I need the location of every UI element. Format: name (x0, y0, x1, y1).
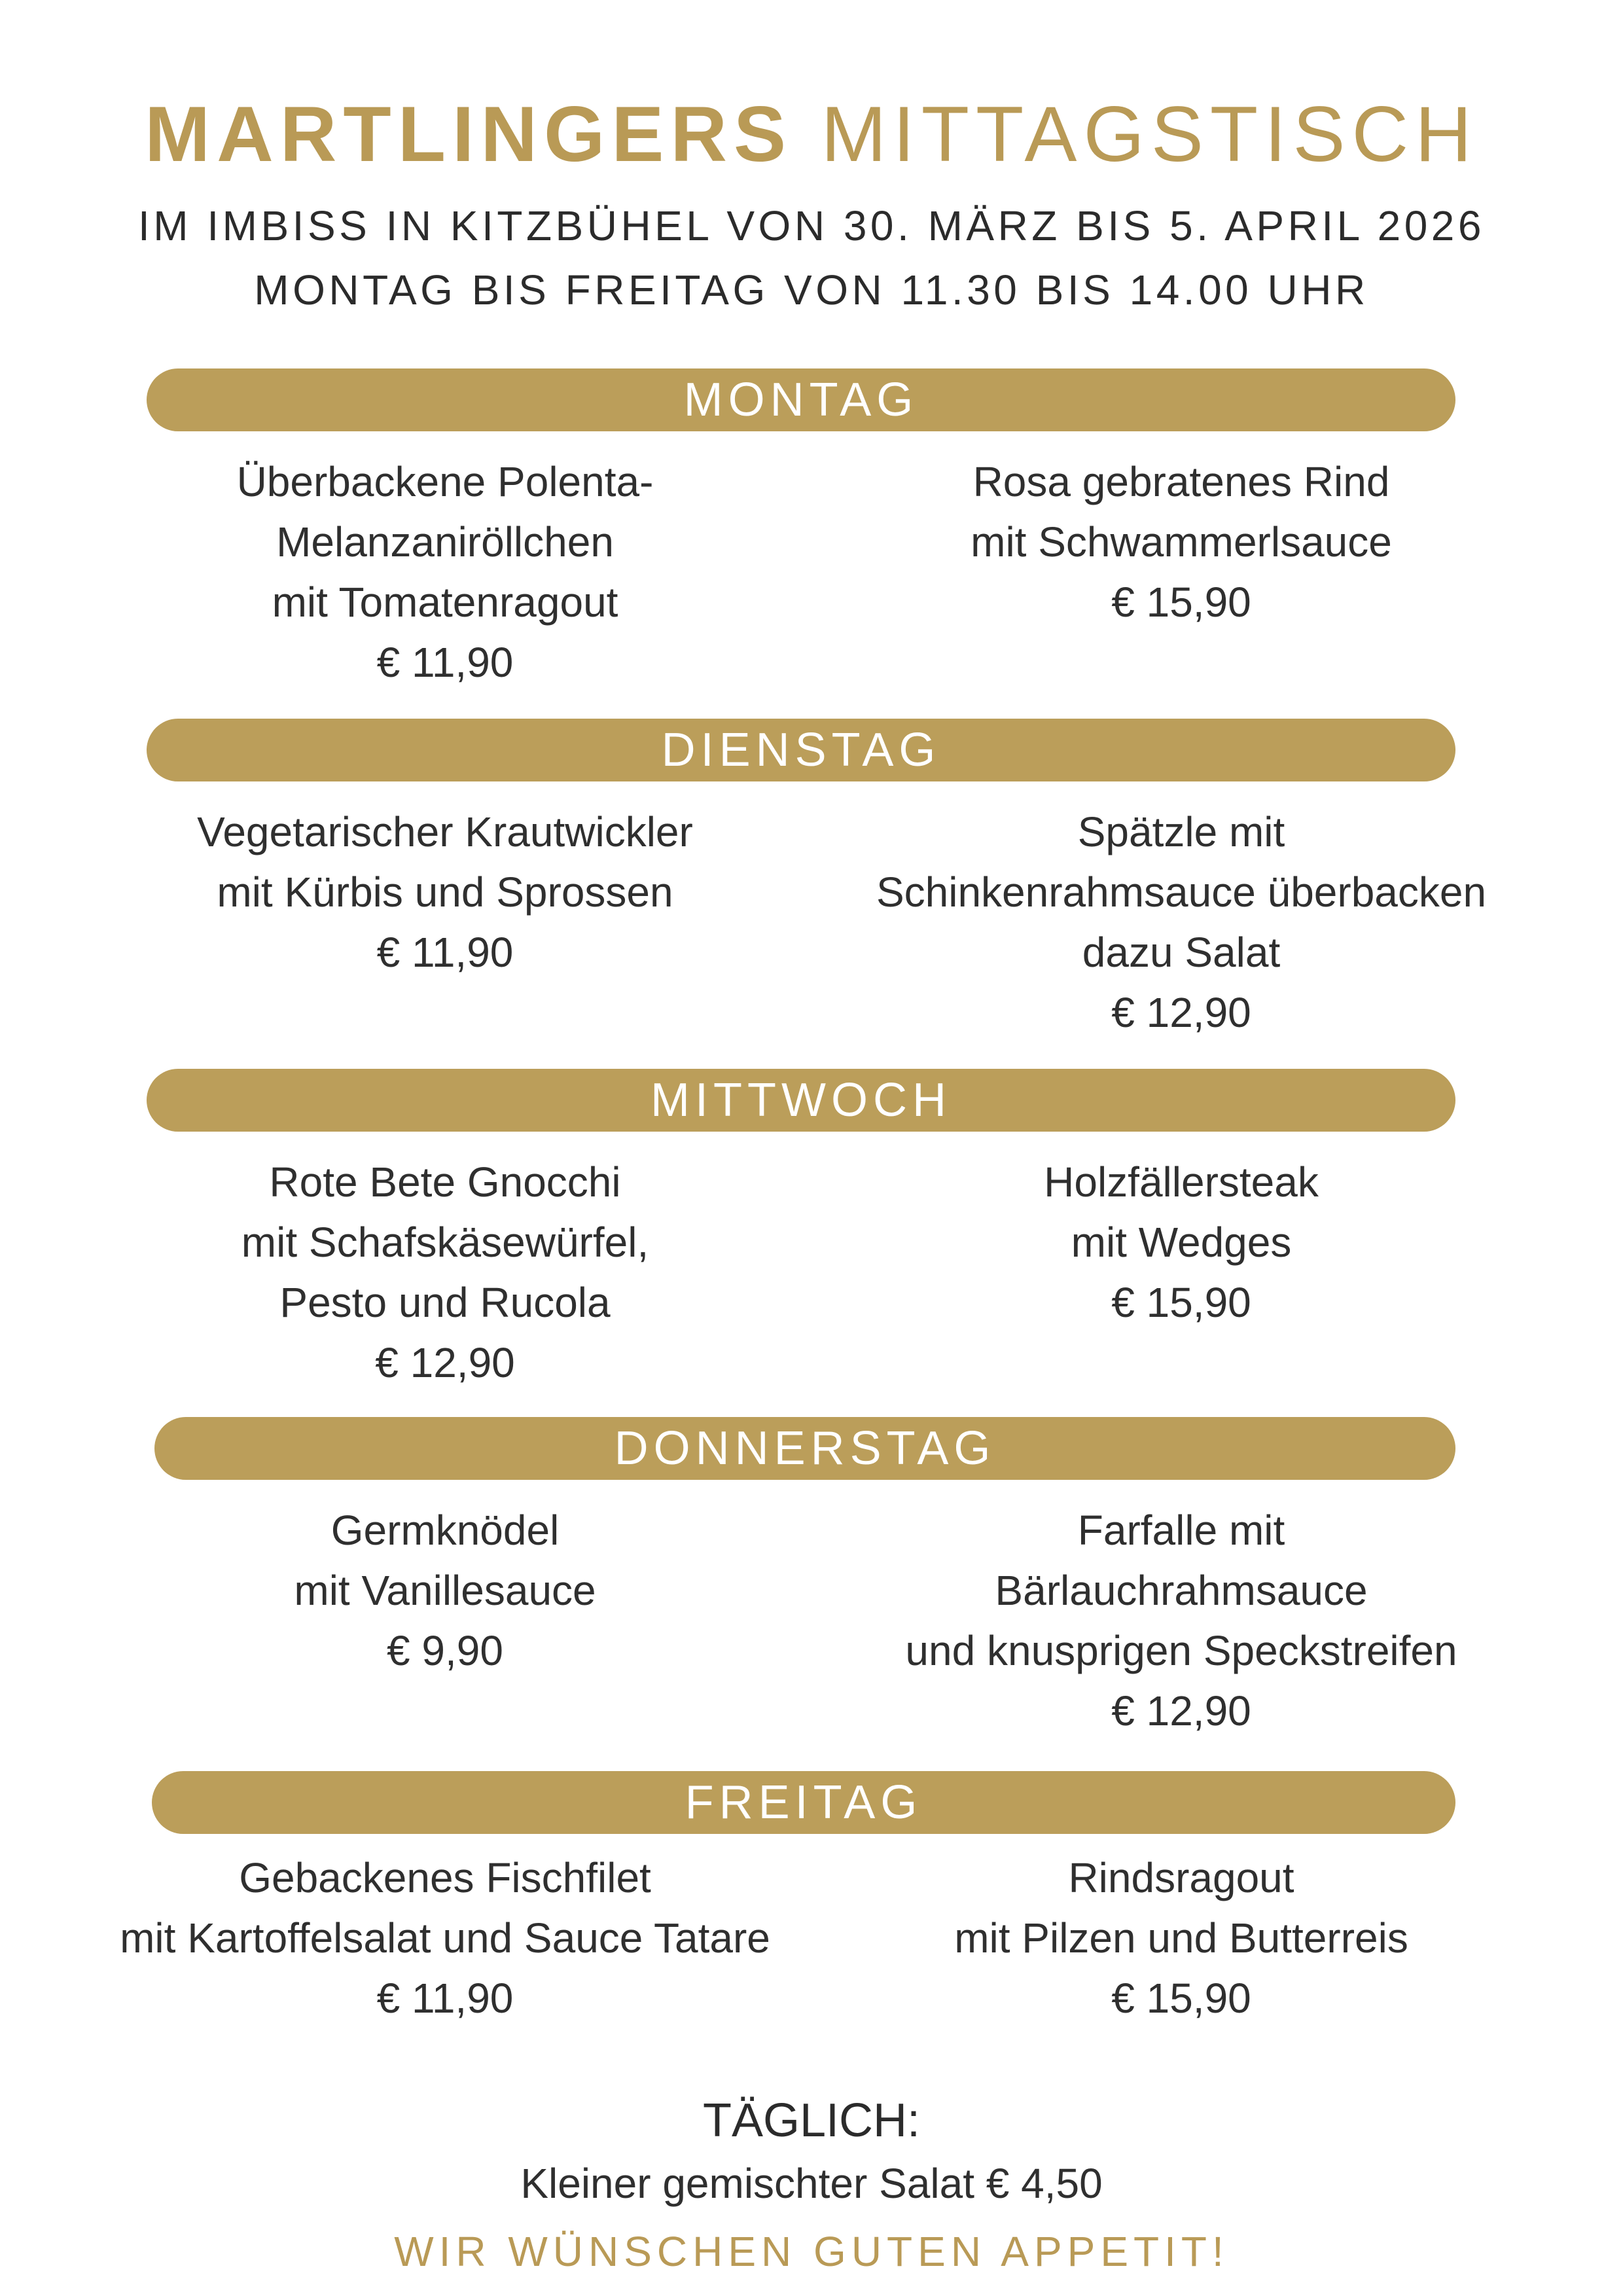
dish-line: mit Vanillesauce (294, 1567, 596, 1614)
dish-price: € 15,90 (1111, 1279, 1251, 1326)
dish-line: Schinkenrahmsauce überbacken (876, 869, 1487, 916)
dish-line: mit Schafskäsewürfel, (241, 1219, 649, 1266)
dish-montag-right (805, 452, 1558, 632)
dish-line: mit Kürbis und Sprossen (217, 869, 673, 916)
dish-line: Rindsragout (1068, 1854, 1294, 1901)
dish-line: Melanzaniröllchen (276, 518, 614, 565)
dish-line: Holzfällersteak (1044, 1158, 1319, 1206)
day-header-freitag: FREITAG (152, 1771, 1455, 1834)
dish-line: Bärlauchrahmsauce (995, 1567, 1368, 1614)
title-light: MITTAGSTISCH (821, 90, 1478, 178)
day-header-montag: MONTAG (147, 368, 1455, 431)
dish-line: Rosa gebratenes Rind (972, 458, 1390, 505)
dish-line: und knusprigen Speckstreifen (905, 1627, 1457, 1674)
dish-line: dazu Salat (1082, 929, 1281, 976)
dish-freitag-left (69, 1848, 821, 2028)
dish-price: € 12,90 (1111, 989, 1251, 1036)
menu-title (0, 85, 1623, 183)
dish-line: Gebackenes Fischfilet (239, 1854, 651, 1901)
dish-line: mit Tomatenragout (272, 579, 618, 626)
dish-line: Vegetarischer Krautwickler (197, 808, 693, 855)
dish-price: € 9,90 (387, 1627, 503, 1674)
dish-price: € 12,90 (1111, 1687, 1251, 1734)
dish-price: € 11,90 (376, 929, 514, 976)
closing-greeting: WIR WÜNSCHEN GUTEN APPETIT! (394, 2228, 1229, 2275)
dish-line: Überbackene Polenta- (236, 458, 654, 505)
dish-price: € 12,90 (375, 1339, 515, 1386)
dish-freitag-right (805, 1848, 1558, 2028)
subtitle-opening-hours: MONTAG BIS FREITAG VON 11.30 BIS 14.00 UHR (254, 266, 1369, 314)
dish-mittwoch-right (805, 1152, 1558, 1333)
dish-line: mit Schwammerlsauce (971, 518, 1392, 565)
title-bold: MARTLINGERS (145, 90, 793, 178)
dish-mittwoch-left (69, 1152, 821, 1393)
day-header-mittwoch: MITTWOCH (147, 1069, 1455, 1132)
dish-line: mit Pilzen und Butterreis (954, 1914, 1408, 1962)
dish-donnerstag-left (69, 1500, 821, 1681)
daily-offer: Kleiner gemischter Salat € 4,50 (520, 2160, 1103, 2207)
dish-montag-left (69, 452, 821, 692)
day-header-dienstag: DIENSTAG (147, 719, 1455, 781)
dish-price: € 15,90 (1111, 579, 1251, 626)
dish-line: Farfalle mit (1077, 1507, 1285, 1554)
daily-heading: TÄGLICH: (702, 2094, 921, 2147)
dish-price: € 15,90 (1111, 1975, 1251, 2022)
dish-dienstag-right (805, 802, 1558, 1043)
dish-price: € 11,90 (376, 1975, 514, 2022)
subtitle-date-range: IM IMBISS IN KITZBÜHEL VON 30. MÄRZ BIS 5. APRIL 2026 (138, 202, 1485, 249)
dish-line: mit Kartoffelsalat und Sauce Tatare (120, 1914, 770, 1962)
dish-line: Germknödel (330, 1507, 560, 1554)
day-header-donnerstag: DONNERSTAG (154, 1417, 1455, 1480)
dish-dienstag-left (69, 802, 821, 982)
dish-line: Pesto und Rucola (279, 1279, 611, 1326)
dish-line: mit Wedges (1071, 1219, 1292, 1266)
dish-donnerstag-right (805, 1500, 1558, 1741)
dish-line: Rote Bete Gnocchi (269, 1158, 621, 1206)
dish-line: Spätzle mit (1077, 808, 1285, 855)
dish-price: € 11,90 (376, 639, 514, 686)
